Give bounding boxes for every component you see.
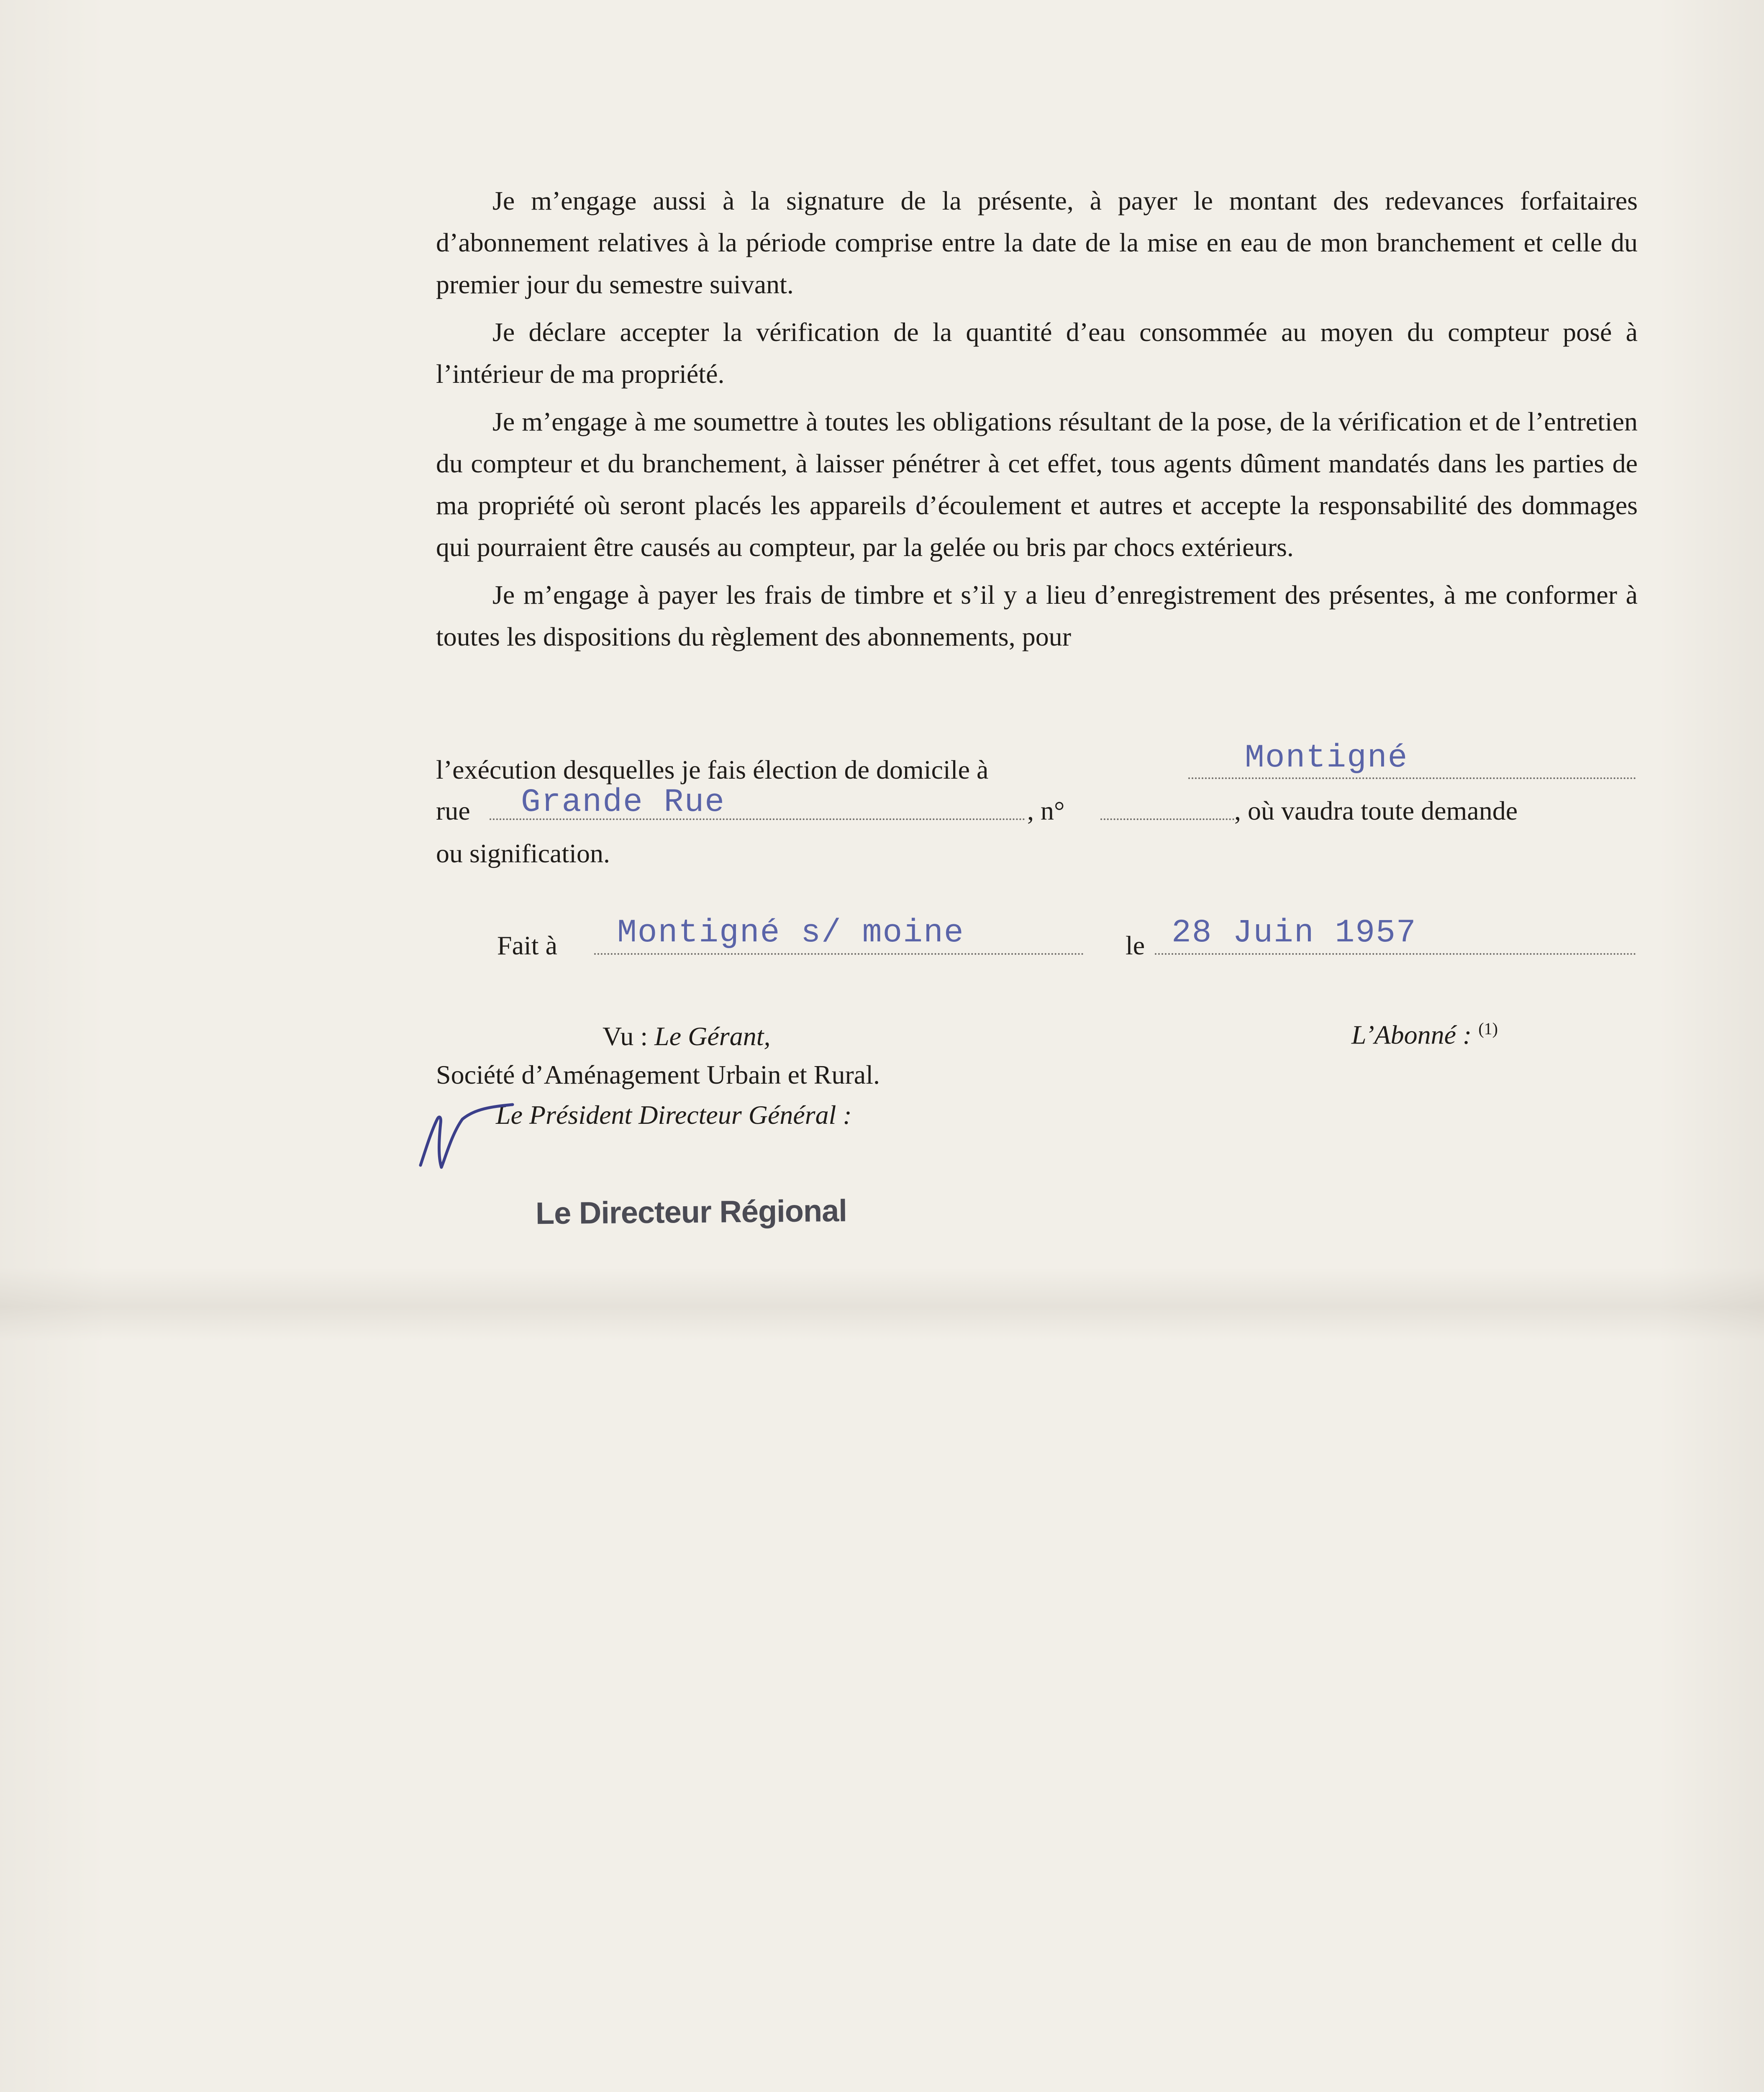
rue-value: Grande Rue <box>521 784 726 821</box>
paragraph-frais: Je m’engage à payer les frais de timbre et s’il y a lieu d’enregistrement des présentes, à me conformer à toutes les dispositions du règlement des abonnements, pour <box>436 580 1638 651</box>
domicile-trailing-text: , où vaudra toute demande <box>1234 796 1518 826</box>
domicile-last-line: ou signification. <box>436 838 610 868</box>
paragraph-redevances: Je m’engage aussi à la signature de la présente, à payer le montant des redevances forfaitaires d’abonnement relatives à la période comprise entre la date de la mise en eau de mon branchement et celle du premier jour du semestre suivant. <box>436 186 1638 299</box>
societe-name: Société d’Aménagement Urbain et Rural. <box>436 1060 880 1090</box>
handwritten-signature-icon <box>412 1094 521 1178</box>
gerant-label: Le Gérant, <box>654 1021 771 1051</box>
date-value: 28 Juin 1957 <box>1172 915 1417 951</box>
vu-label: Vu : <box>603 1021 648 1051</box>
place-value: Montigné s/ moine <box>617 915 964 951</box>
numero-dotted-line <box>1100 818 1234 820</box>
commune-value: Montigné <box>1245 740 1408 777</box>
president-label: Le Président Directeur Général : <box>496 1100 852 1130</box>
paragraph-obligations: Je m’engage à me soumettre à toutes les obligations résultant de la pose, de la vérification et de l’entretien du compteur et du branchement, à laisser pénétrer à cet effet, tous agents dûment mandatés dans les parties de ma propriété où seront placés les appareils d’écoulement et autres et accepte la responsabilité des dommages qui pourraient être causés au compteur, par la gelée ou bris par chocs extérieurs. <box>436 407 1638 562</box>
abonne-note-marker: (1) <box>1478 1019 1498 1038</box>
rue-label: rue <box>436 796 470 826</box>
body-text <box>436 180 1638 664</box>
le-label: le <box>1126 931 1145 960</box>
fait-label: Fait à <box>497 931 557 960</box>
domicile-lead-text: l’exécution desquelles je fais élection de domicile à <box>436 755 989 784</box>
numero-label: , n° <box>1027 796 1065 826</box>
director-stamp: Le Directeur Régional <box>535 1193 847 1231</box>
abonne-label: L’Abonné : <box>1351 1020 1472 1050</box>
abonne-line <box>1351 1009 1498 1054</box>
paragraph-verification: Je déclare accepter la vérification de la quantité d’eau consommée au moyen du compteur posé à l’intérieur de ma propriété. <box>436 317 1638 389</box>
vu-gerant-line <box>603 1017 770 1056</box>
